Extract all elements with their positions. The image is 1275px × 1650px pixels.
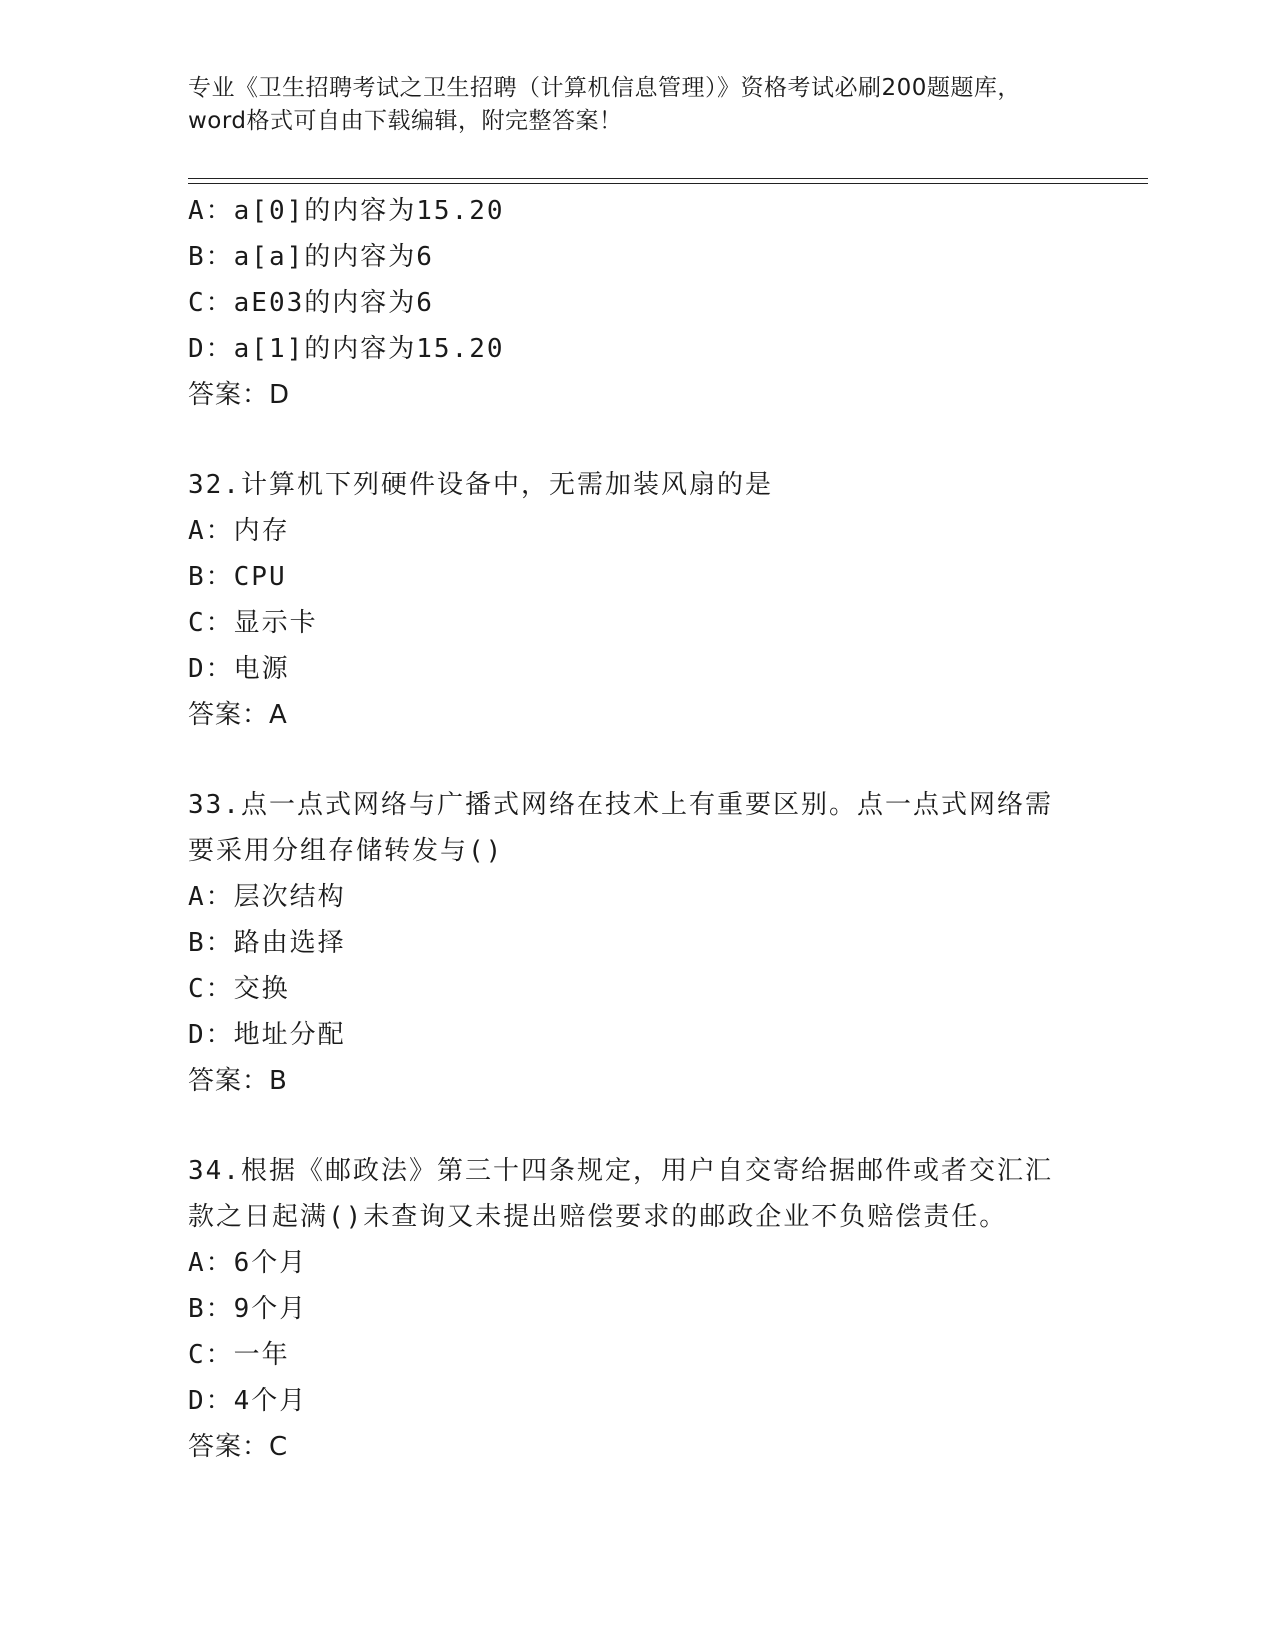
option-b: B：路由选择 <box>188 928 346 958</box>
header-divider-top <box>188 178 1148 179</box>
option-d: D：地址分配 <box>188 1020 346 1050</box>
question-31-tail <box>188 188 1088 418</box>
option-b: B：CPU <box>188 562 287 592</box>
question-list <box>188 188 1088 1470</box>
option-c: C：显示卡 <box>188 608 318 638</box>
answer: 答案：B <box>188 1066 288 1096</box>
option-a: A：6个月 <box>188 1248 308 1278</box>
answer: 答案：D <box>188 380 291 410</box>
question-stem-line-2: 款之日起满()未查询又未提出赔偿要求的邮政企业不负赔偿责任。 <box>188 1202 1008 1232</box>
option-d: D：4个月 <box>188 1386 308 1416</box>
question-stem-line-1: 34.根据《邮政法》第三十四条规定，用户自交寄给据邮件或者交汇汇 <box>188 1156 1053 1186</box>
option-c: C：一年 <box>188 1340 290 1370</box>
option-d: D：电源 <box>188 654 290 684</box>
question-33 <box>188 782 1088 1104</box>
option-b: B：9个月 <box>188 1294 308 1324</box>
question-stem: 32.计算机下列硬件设备中，无需加装风扇的是 <box>188 470 773 500</box>
option-a: A：a[0]的内容为15.20 <box>188 196 505 226</box>
question-34 <box>188 1148 1088 1470</box>
question-stem-line-2: 要采用分组存储转发与() <box>188 836 504 866</box>
option-a: A：层次结构 <box>188 882 346 912</box>
question-stem-line-1: 33.点一点式网络与广播式网络在技术上有重要区别。点一点式网络需 <box>188 790 1053 820</box>
option-c: C：交换 <box>188 974 290 1004</box>
option-d: D：a[1]的内容为15.20 <box>188 334 505 364</box>
header-line-1: 专业《卫生招聘考试之卫生招聘（计算机信息管理）》资格考试必刷200题题库， <box>188 75 1021 101</box>
option-a: A：内存 <box>188 516 290 546</box>
header-line-2: word格式可自由下载编辑，附完整答案！ <box>188 108 623 134</box>
option-c: C：aE03的内容为6 <box>188 288 434 318</box>
answer: 答案：A <box>188 700 288 730</box>
question-32 <box>188 462 1088 738</box>
header-divider-bottom <box>188 183 1148 184</box>
option-b: B：a[a]的内容为6 <box>188 242 434 272</box>
answer: 答案：C <box>188 1432 289 1462</box>
document-header <box>188 72 1068 138</box>
